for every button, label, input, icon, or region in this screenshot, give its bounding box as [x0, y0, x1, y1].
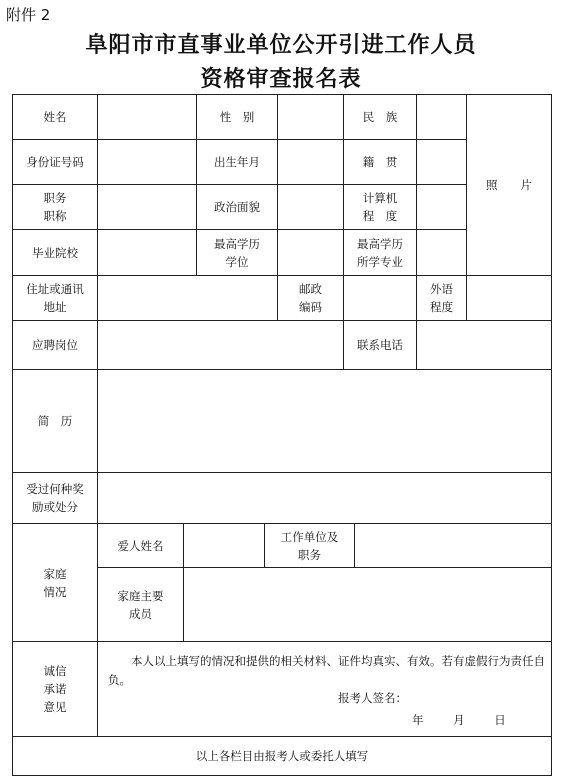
field-resume[interactable]	[97, 369, 552, 473]
label-pledge: 诚信 承诺 意见	[12, 641, 98, 737]
field-ethnicity[interactable]	[416, 94, 467, 140]
label-education: 最高学历 学位	[196, 229, 278, 276]
label-phone: 联系电话	[343, 320, 417, 370]
label-major: 最高学历 所学专业	[343, 229, 417, 276]
field-postcode[interactable]	[343, 275, 417, 321]
date-label: 年 月 日	[412, 713, 506, 727]
field-foreign-lang[interactable]	[466, 275, 552, 321]
photo-box[interactable]: 照 片	[466, 94, 552, 276]
field-id-number[interactable]	[97, 139, 197, 185]
field-native-place[interactable]	[416, 139, 467, 185]
label-name: 姓名	[12, 94, 98, 140]
attachment-label: 附件 2	[6, 6, 51, 24]
label-awards: 受过何种奖 励或处分	[12, 472, 98, 524]
label-birth: 出生年月	[196, 139, 278, 185]
label-computer: 计算机 程 度	[343, 184, 417, 230]
label-political: 政治面貌	[196, 184, 278, 230]
field-computer[interactable]	[416, 184, 467, 230]
field-spouse-work[interactable]	[354, 523, 552, 568]
label-resume: 简 历	[12, 369, 98, 473]
label-id-number: 身份证号码	[12, 139, 98, 185]
label-family: 家庭 情况	[12, 523, 98, 642]
field-apply-post[interactable]	[97, 320, 344, 370]
field-position[interactable]	[97, 184, 197, 230]
field-political[interactable]	[277, 184, 344, 230]
field-school[interactable]	[97, 229, 197, 276]
label-spouse-work: 工作单位及 职务	[264, 523, 355, 568]
field-address[interactable]	[97, 275, 278, 321]
label-ethnicity: 民 族	[343, 94, 417, 140]
field-phone[interactable]	[416, 320, 552, 370]
field-education[interactable]	[277, 229, 344, 276]
form-subtitle: 资格审查报名表	[200, 66, 362, 92]
field-spouse-name[interactable]	[183, 523, 265, 568]
field-birth[interactable]	[277, 139, 344, 185]
label-postcode: 邮政 编码	[277, 275, 344, 321]
form-footer-note: 以上各栏目由报考人或委托人填写	[12, 736, 552, 776]
label-apply-post: 应聘岗位	[12, 320, 98, 370]
field-major[interactable]	[416, 229, 467, 276]
label-foreign-lang: 外语 程度	[416, 275, 467, 321]
signature-label: 报考人签名：	[338, 691, 407, 705]
label-school: 毕业院校	[12, 229, 98, 276]
pledge-statement	[108, 652, 548, 690]
field-name[interactable]	[97, 94, 197, 140]
label-family-members: 家庭主要 成员	[97, 567, 184, 642]
label-spouse-name: 爱人姓名	[97, 523, 184, 568]
label-gender: 性 别	[196, 94, 278, 140]
field-gender[interactable]	[277, 94, 344, 140]
label-position: 职务 职称	[12, 184, 98, 230]
pledge-text: 本人以上填写的情况和提供的相关材料、证件均真实、有效。若有虚假行为责任自负。	[108, 654, 545, 687]
label-address: 住址或通讯 地址	[12, 275, 98, 321]
field-family-members[interactable]	[183, 567, 552, 642]
form-title: 阜阳市市直事业单位公开引进工作人员	[85, 32, 477, 58]
field-awards[interactable]	[97, 472, 552, 524]
label-native-place: 籍 贯	[343, 139, 417, 185]
